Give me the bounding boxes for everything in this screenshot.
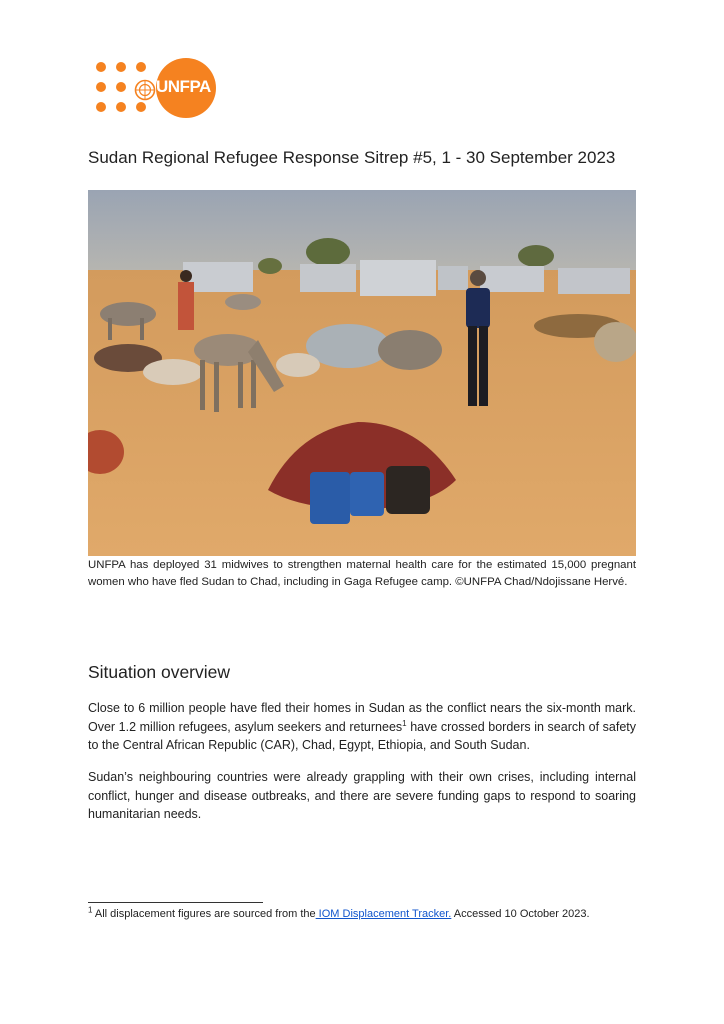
paragraph-1: [88, 699, 636, 755]
paragraph-1-text-start: Close to 6 million people have fled their homes in Sudan as the conflict nears the six-month mark. Over 1.2 million refugees, asylum seekers and returnees: [88, 701, 636, 734]
unfpa-logo: [94, 58, 224, 122]
footnote-divider: [88, 902, 263, 903]
cover-photo: [88, 190, 636, 556]
footnote-reference[interactable]: 1: [402, 718, 407, 728]
un-emblem-icon: [134, 79, 156, 101]
iom-displacement-tracker-link[interactable]: IOM Displacement Tracker.: [315, 908, 452, 920]
paragraph-2: Sudan’s neighbouring countries were already grappling with their own crises, including internal conflict, hunger and disease outbreaks, and there are severe funding gaps to respond to soaring humanitarian needs.: [88, 770, 636, 821]
paragraph-1-text-end: have crossed borders in search of safety to the Central African Republic (CAR), Chad, Egypt, Ethiopia, and South Sudan.: [88, 719, 637, 752]
footnote-text-end: Accessed 10 October 2023.: [451, 908, 590, 920]
section-heading-situation-overview: Situation overview: [88, 662, 231, 682]
photo-caption: UNFPA has deployed 31 midwives to strengthen maternal health care for the estimated 15,000 pregnant women who have fled Sudan to Chad, including in Gaga Refugee camp. ©UNFPA Chad/Ndojissane Hervé.: [88, 559, 636, 588]
footnote: [88, 907, 636, 923]
footnote-marker: 1: [88, 905, 93, 915]
logo-text: UNFPA: [156, 77, 211, 96]
document-title: Sudan Regional Refugee Response Sitrep #5, 1 - 30 September 2023: [88, 148, 616, 167]
footnote-text-start: All displacement figures are sourced from the: [92, 908, 316, 920]
